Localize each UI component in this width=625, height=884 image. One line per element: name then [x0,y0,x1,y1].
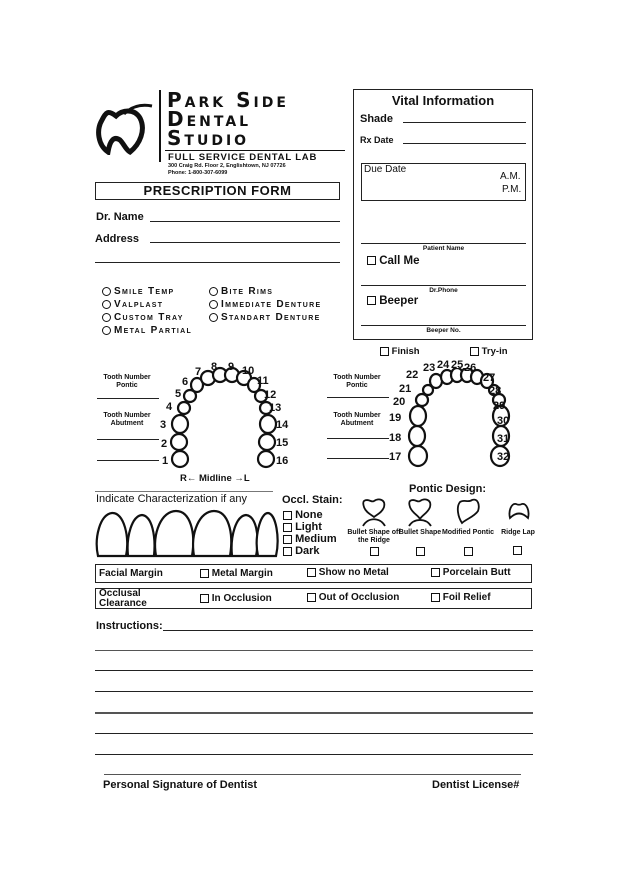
radio-icon [209,300,218,309]
pontic-ridge-lap-checkbox[interactable] [513,546,522,555]
instructions-label: Instructions: [96,620,163,632]
tooth-number-12: 12 [264,389,277,401]
radio-icon [209,313,218,322]
tooth-19 [410,406,426,426]
tooth-16 [258,451,274,467]
radio-icon [102,287,111,296]
tooth-14 [260,415,276,433]
company-line-1: Park Side [167,88,289,112]
pontic-modified-label: Modified Pontic [441,529,495,536]
tooth-number-1: 1 [162,455,169,467]
tooth-number-4: 4 [166,401,173,413]
form-title: PRESCRIPTION FORM [95,182,340,200]
tooth-4 [178,402,190,414]
pontic-bullet-off-ridge-checkbox[interactable] [370,547,379,556]
tooth-number-13: 13 [269,402,282,414]
tooth-number-23: 23 [423,362,436,374]
option-standart-denture[interactable]: Standart Denture [209,312,321,323]
option-smile-temp[interactable]: Smile Temp [102,286,174,297]
signature-label: Personal Signature of Dentist [103,779,258,791]
beeper-no-field[interactable] [361,325,526,326]
dr-name-label: Dr. Name [96,211,144,223]
ridge-lap-icon [506,500,532,522]
out-of-occlusion-checkbox[interactable]: Out of Occlusion [307,592,399,603]
instructions-line-3[interactable] [95,670,533,671]
checkbox-icon [200,569,209,578]
logo-underline [165,150,345,151]
upper-abutment-field-1[interactable] [97,439,159,440]
lower-abutment-field-2[interactable] [327,458,389,459]
front-tooth-5 [232,515,258,556]
tooth-number-10: 10 [242,365,255,377]
checkbox-icon [283,535,292,544]
instructions-line-5[interactable] [95,712,533,714]
tooth-number-31: 31 [497,433,510,445]
checkbox-icon [283,523,292,532]
tooth-number-26: 26 [464,362,477,374]
bullet-shape-icon [406,497,434,527]
instructions-line-6[interactable] [95,733,533,734]
stain-medium-checkbox[interactable]: Medium [283,533,337,545]
tooth-number-9: 9 [228,361,235,373]
front-tooth-3 [155,511,193,556]
pontic-design-label: Pontic Design: [409,483,487,495]
tooth-number-20: 20 [393,396,406,408]
modified-pontic-icon [454,497,482,527]
tooth-number-29: 29 [493,400,506,412]
option-valplast[interactable]: Valplast [102,299,163,310]
company-name [167,88,289,150]
pontic-bullet-off-ridge-label: Bullet Shape off the Ridge [347,529,401,544]
company-phone: Phone: 1-800-307-6099 [168,170,228,176]
foil-relief-checkbox[interactable]: Foil Relief [431,592,491,603]
metal-margin-checkbox[interactable]: Metal Margin [200,568,273,579]
dr-name-field[interactable] [150,221,340,222]
pontic-ridge-lap-label: Ridge Lap [501,529,535,536]
finish-checkbox[interactable]: Finish [380,346,420,357]
checkbox-icon [431,568,440,577]
am-label[interactable]: A.M. [500,171,521,182]
stain-none-checkbox[interactable]: None [283,509,323,521]
instructions-line-7[interactable] [95,754,533,755]
characterization-rule [95,491,273,492]
company-line-3: Studio [167,126,250,150]
call-me-checkbox[interactable]: Call Me [367,255,419,267]
radio-icon [102,326,111,335]
tooth-number-21: 21 [399,383,412,395]
checkbox-icon [283,511,292,520]
checkbox-icon [307,593,316,602]
tooth-logo [94,100,154,155]
tooth-number-25: 25 [451,359,464,371]
tooth-number-7: 7 [195,366,202,378]
option-custom-tray[interactable]: Custom Tray [102,312,184,323]
characterization-label: Indicate Characterization if any [96,493,248,505]
company-address: 300 Craig Rd. Floor 2, Englishtown, NJ 07726 [168,163,286,169]
tooth-18 [409,426,425,446]
checkbox-icon [431,593,440,602]
address-field[interactable] [150,242,340,243]
vital-info-title: Vital Information [391,93,495,108]
tooth-number-8: 8 [211,361,218,373]
dr-phone-label: Dr.Phone [429,287,458,294]
company-line-2: Dental [167,107,252,131]
occl-stain-label: Occl. Stain: [282,494,343,506]
signature-line[interactable] [104,774,521,775]
occlusal-clearance-label: Occlusal Clearance [99,588,147,609]
radio-icon [102,300,111,309]
tooth-number-14: 14 [276,419,289,431]
tooth-number-6: 6 [182,376,189,388]
tooth-number-28: 28 [489,385,502,397]
upper-abutment-label: Tooth Number Abutment [103,412,151,427]
lower-abutment-field-1[interactable] [327,438,389,439]
pontic-modified-checkbox[interactable] [464,547,473,556]
checkbox-icon [200,594,209,603]
address-field-2[interactable] [95,262,340,263]
tooth-number-5: 5 [175,388,182,400]
tooth-number-16: 16 [276,455,289,467]
tooth-number-32: 32 [497,451,510,463]
radio-icon [102,313,111,322]
tooth-number-18: 18 [389,432,402,444]
in-occlusion-checkbox[interactable]: In Occlusion [200,593,272,604]
lower-pontic-label: Tooth Number Pontic [333,374,381,389]
pontic-bullet-shape-checkbox[interactable] [416,547,425,556]
option-metal-partial[interactable]: Metal Partial [102,325,192,336]
instructions-line-2[interactable] [95,650,533,651]
checkbox-icon [367,296,376,305]
tooth-number-24: 24 [437,359,450,371]
upper-pontic-label: Tooth Number Pontic [103,374,151,389]
bullet-shape-off-ridge-icon [360,497,388,527]
patient-name-field[interactable] [361,243,526,244]
tooth-number-19: 19 [389,412,402,424]
front-tooth-2 [128,515,155,556]
address-label: Address [95,233,140,245]
checkbox-icon [367,256,376,265]
arrow-left-icon: ← [186,473,197,484]
option-bite-rims[interactable]: Bite Rims [209,286,273,297]
tooth-number-27: 27 [483,372,496,384]
rx-date-field[interactable] [403,143,526,144]
tooth-15 [259,434,275,450]
pontic-bullet-shape-label: Bullet Shape [398,529,442,536]
option-immediate-denture[interactable]: Immediate Denture [209,299,321,310]
tooth-number-15: 15 [276,437,289,449]
checkbox-icon [283,547,292,556]
license-label: Dentist License# [432,779,520,791]
front-tooth-4 [193,511,231,556]
porcelain-butt-checkbox[interactable]: Porcelain Butt [431,567,511,578]
upper-abutment-field-2[interactable] [97,460,159,461]
upper-pontic-field[interactable] [97,398,159,399]
front-tooth-1 [97,513,127,556]
tooth-2 [171,434,187,450]
tooth-number-3: 3 [160,419,167,431]
tagline: FULL SERVICE DENTAL LAB [168,152,318,163]
patient-name-label: Patient Name [422,245,465,252]
show-no-metal-checkbox[interactable]: Show no Metal [307,567,389,578]
radio-icon [209,287,218,296]
try-in-checkbox[interactable]: Try-in [470,346,508,357]
tooth-number-2: 2 [161,438,168,450]
due-date-label: Due Date [364,164,407,175]
tooth-17 [409,446,427,466]
instructions-line-1[interactable] [163,630,533,631]
pm-label[interactable]: P.M. [502,184,522,195]
tooth-number-17: 17 [389,451,402,463]
instructions-line-4[interactable] [95,691,533,692]
beeper-checkbox[interactable]: Beeper [367,295,418,307]
lower-pontic-field[interactable] [327,397,389,398]
checkbox-icon [307,568,316,577]
dr-phone-field[interactable] [361,285,526,286]
front-teeth-diagram[interactable] [94,508,279,560]
tooth-3 [172,415,188,433]
tooth-number-11: 11 [257,375,269,387]
stain-dark-checkbox[interactable]: Dark [283,545,320,557]
facial-margin-label: Facial Margin [99,568,163,579]
stain-light-checkbox[interactable]: Light [283,521,322,533]
checkbox-icon [470,347,479,356]
midline-label: R← Midline →L [180,473,250,484]
shade-label: Shade [360,113,394,125]
logo-divider [159,90,161,162]
tooth-number-22: 22 [406,369,419,381]
front-tooth-6 [257,513,278,556]
arrow-right-icon: → [234,473,244,484]
checkbox-icon [380,347,389,356]
tooth-1 [172,451,188,467]
tooth-number-30: 30 [497,415,510,427]
shade-field[interactable] [403,122,526,123]
rx-date-label: Rx Date [360,135,394,145]
beeper-no-label: Beeper No. [426,327,461,334]
lower-abutment-label: Tooth Number Abutment [333,412,381,427]
